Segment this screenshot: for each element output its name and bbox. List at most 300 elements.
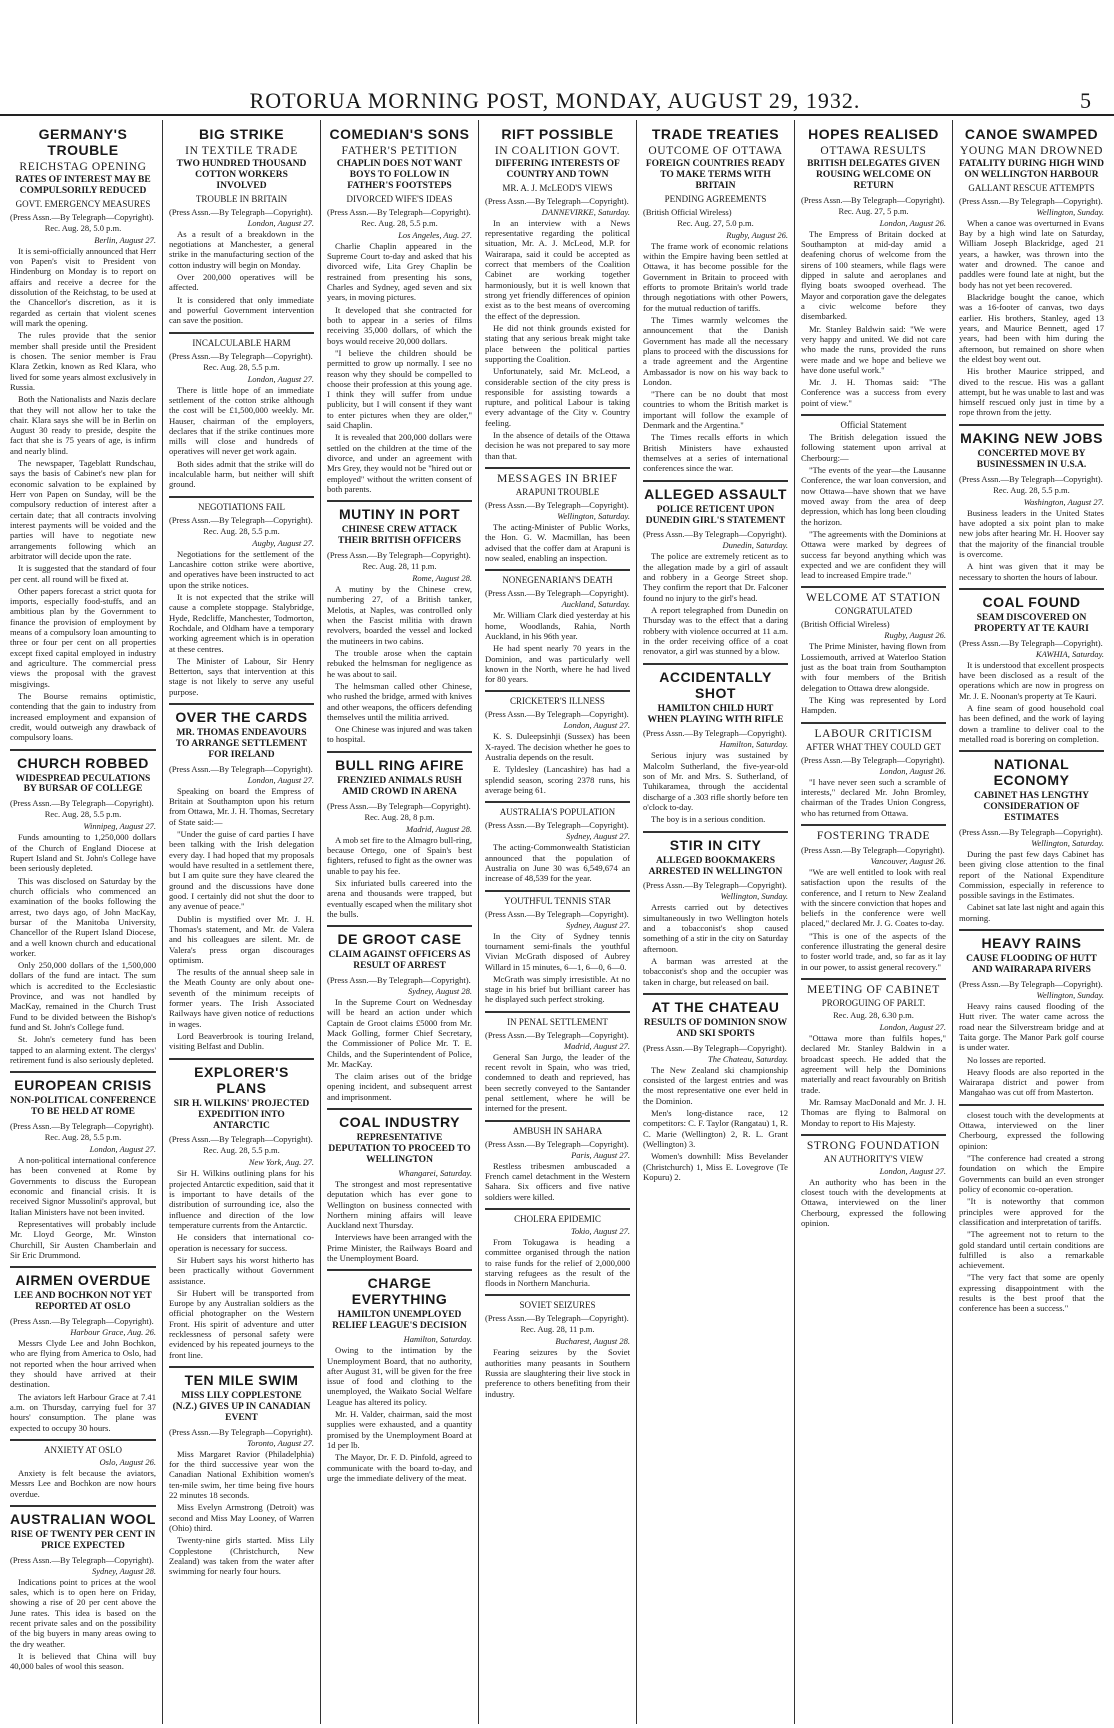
article-separator [643, 480, 788, 482]
article [485, 126, 630, 461]
paragraph: It is not expected that the strike will cause a complete stoppage. Stalybridge, Hyde, Redcliffe, Manchester, Todmorton, Rochdale, and Oldham have a temporary working agreement which is in operation at these centres. [169, 591, 314, 654]
paragraph: "I have never seen such a scramble of interests," declared Mr. John Bromley, chairman of the Trades Union Congress, who has returned from Ottawa. [801, 776, 946, 818]
dateline: Paris, August 27. [571, 1149, 630, 1160]
article-separator [485, 1011, 630, 1013]
article-separator [643, 993, 788, 995]
press-credit: (Press Assn.—By Telegraph—Copyright). [327, 800, 471, 811]
received-line: Rec. Aug. 28, 5.5 p.m. [203, 525, 280, 536]
dateline: Auckland, Saturday. [561, 599, 630, 610]
article [801, 592, 946, 715]
paragraph: Mr. Ramsay MacDonald and Mr. J. H. Thomas are flying to Balmoral on Monday to report to His Majesty. [801, 1096, 946, 1128]
column-7 [952, 120, 1110, 1724]
headline: COAL INDUSTRY [339, 1114, 460, 1131]
paragraph: The acting-Minister of Public Works, the Hon. G. W. Macmillan, has been advised that the coffer dam at Arapuni is now sealed, enabling an inspection. [485, 522, 630, 563]
article [643, 837, 788, 987]
deck: FRENZIED ANIMALS RUSH AMID CROWD IN ARENA [337, 775, 462, 797]
headline: MUTINY IN PORT [338, 506, 461, 523]
article [643, 486, 788, 657]
deck: NON-POLITICAL CONFERENCE TO BE HELD AT ROME [10, 1096, 156, 1118]
headline: CHURCH ROBBED [17, 754, 149, 771]
article [959, 126, 1104, 418]
received-line: Rec. Aug. 28, 5.0 p.m. [44, 222, 122, 233]
paragraph: The helmsman called other Chinese, who rushed the bridge, armed with knives and other weapons, the officers defending themselves until the militia arrived. [327, 680, 472, 722]
deck: WIDESPREAD PECULATIONS BY BURSAR OF COLLEGE [15, 773, 151, 795]
headline: AUSTRALIAN WOOL [10, 1510, 156, 1527]
article [169, 1372, 314, 1577]
article [10, 1077, 156, 1260]
press-credit: (Press Assn.—By Telegraph—Copyright). [959, 195, 1103, 206]
dateline: London, August 26. [879, 217, 946, 228]
paragraph: "The agreement not to return to the gold standard until certain conditions are fulfilled is also a remarkable achievement. [959, 1229, 1104, 1271]
paragraph: The police are extremely reticent as to the allegation made by a girl of assault and robbery in a George Street shop. They confirm the report that Dr. Falconer found no injury to the girl's head. [643, 551, 788, 603]
press-credit: (Press Assn.—By Telegraph—Copyright). [10, 798, 154, 809]
paragraph: A non-political international conference has been convened at Rome by Governments to discuss the European economic and financial crisis. It is received Signor Mussolini's approval, but Italian Ministers have not been invited. [10, 1155, 156, 1217]
article-separator [959, 588, 1104, 590]
paragraph: "This is one of the aspects of the conference illustrating the general desire to foster world trade, and, so far as it lay in our power, to assist general recovery." [801, 930, 946, 972]
paragraph: The claim arises out of the bridge opening incident, and subsequent arrest and imprisonment. [327, 1071, 472, 1102]
paragraph: McGrath was simply irresistible. At no stage in his brief but brilliant career has he displayed such perfect stroking. [485, 973, 630, 1005]
article-separator [169, 332, 314, 334]
kicker: NEGOTIATIONS FAIL [197, 501, 286, 512]
paragraph: During the past few days Cabinet has been giving close attention to the final report of the National Expenditure Commission, especially in reference to possible savings in the Estimates. [959, 848, 1104, 901]
paragraph: In an interview with a News representative regarding the political situation, Mr. A. J. McLeod, M.P. for Wairarapa, said it could be accepted as correct that members of the Coalition Cabinet are working together harmoniously, but it is well known that strong yet friendly differences of opinion exist as to the best means of overcoming the effect of the depression. [485, 217, 630, 321]
dateline: London, August 27. [89, 1144, 156, 1155]
paragraph: General San Jurgo, the leader of the recent revolt in Spain, who was tried, condemned to death and reprieved, has been secretly conveyed to the Santander penal settlement, where he will be interned for the present. [485, 1051, 630, 1114]
article [485, 575, 630, 684]
deck: HAMILTON CHILD HURT WHEN PLAYING WITH RIFLE [647, 703, 784, 725]
dateline: Rome, August 28. [412, 573, 472, 584]
paragraph: In the Supreme Court on Wednesday will be heard an action under which Captain de Groot claims £5000 from Mr. Mack Golling, former Chief Secretary, the Commissioner of Police Mr. T. E. Childs, and the Superintendent of Police, Mr. MacKay. [327, 996, 472, 1069]
dateline: Los Angeles, Aug. 27. [398, 229, 472, 240]
paragraph: It is semi-officially announced that Herr von Papen's visit to President von Hindenburg on Monday is to report on affairs and receive a decree for the dissolution of the Reichstag, to be used at the Chancellor's discretion, as it is regarded as certain that violent scenes will mark the opening. [10, 245, 157, 329]
paragraph: Over 200,000 operatives will be affected. [169, 272, 314, 293]
kicker: SOVIET SEIZURES [519, 1300, 596, 1311]
kicker: INCALCULABLE HARM [192, 337, 291, 348]
paragraph: "It is noteworthy that common principles were approved for the classification and interpretation of tariffs. [959, 1196, 1104, 1227]
article [169, 709, 314, 1052]
article [643, 669, 788, 825]
dateline: London, August 27. [879, 1022, 946, 1033]
dateline: Hamilton, Saturday. [719, 739, 788, 750]
paragraph: Miss Margaret Ravior (Philadelphia) for the third successive year won the Canadian National Exhibition women's ten-mile swim, her time being five hours 22 minutes 18 seconds. [169, 1448, 314, 1501]
paragraph: "We are well entitled to look with real satisfaction upon the results of the conference, and I return to New Zealand with the sincere conviction that hopes and beliefs in the conference were well placed," declared Mr. J. G. Coates to-day. [801, 866, 946, 929]
deck: POLICE RETICENT UPON DUNEDIN GIRL'S STATEMENT [645, 504, 786, 526]
dateline: DANNEVIRKE, Saturday. [541, 206, 630, 217]
dateline: London, August 27. [247, 217, 314, 228]
paragraph: A hint was given that it may be necessary to shorten the hours of labour. [959, 561, 1104, 582]
paragraph: The King was represented by Lord Hampden. [801, 695, 946, 716]
article [485, 807, 630, 883]
newspaper-title: ROTORUA MORNING POST, MONDAY, AUGUST 29, 1932. [249, 88, 861, 113]
article-separator [801, 414, 946, 416]
paragraph: The aviators left Harbour Grace at 7.41 a.m. on Thursday, carrying fuel for 37 hours' consumption. The plane was expected to occupy 30 hours. [10, 1391, 156, 1433]
paragraph: It is considered that only immediate and powerful Government intervention can save the position. [169, 294, 314, 326]
deck: FATALITY DURING HIGH WIND ON WELLINGTON HARBOUR [959, 159, 1104, 180]
article [169, 1064, 314, 1360]
paragraph: Anxiety is felt because the aviators, Messrs Lee and Bochkon are now hours overdue. [10, 1467, 156, 1499]
paragraph: A fine seam of good household coal has been defined, and the work of laying down a tramline to deliver coal to the metalled road is borering on completion. [959, 702, 1104, 744]
article [485, 1300, 630, 1399]
kicker: YOUTHFUL TENNIS STAR [504, 895, 611, 906]
press-credit: (British Official Wireless) [643, 206, 732, 217]
headline: NATIONAL ECONOMY [993, 756, 1070, 789]
subheadline: OUTCOME OF OTTAWA [648, 145, 783, 157]
paragraph: In the City of Sydney tennis tournament semi-finals the youthful Vivian McGrath disposed of Aubrey Willard in 15 minutes, 6—1, 6—0, 6—0. [485, 930, 630, 972]
article [327, 126, 472, 494]
received-line: Rec. Aug. 27, 5 p.m. [838, 205, 909, 216]
subheadline: IN COALITION GOVT. [494, 145, 621, 157]
dateline: New York, Aug. 27. [248, 1157, 314, 1168]
press-credit: (Press Assn.—By Telegraph—Copyright). [169, 1134, 313, 1145]
headline: MAKING NEW JOBS [960, 429, 1103, 446]
article [959, 430, 1104, 582]
paragraph: Other papers forecast a strict quota for imports, especially food-stuffs, and an ambitious plan by the Government to finance the provision of employment by means of a compulsory loan amounting to three or four per cent on all properties except fixed capital employed in industry and agriculture. The commercial press views the proposal with the gravest misgivings. [10, 585, 156, 689]
deck: ALLEGED BOOKMAKERS ARRESTED IN WELLINGTON [648, 855, 783, 877]
paragraph: Business leaders in the United States have adopted a six point plan to make new jobs after hearing Mr. H. Hoover say that the majority of the financial trouble is overcome. [959, 507, 1104, 559]
press-credit: (Press Assn.—By Telegraph—Copyright). [959, 826, 1103, 837]
dateline: Wellington, Saturday. [557, 511, 630, 522]
article-separator [169, 1058, 314, 1060]
kicker: ANXIETY AT OSLO [44, 1444, 122, 1455]
dateline: Madrid, August 28. [406, 823, 472, 834]
paragraph: The acting-Commonwealth Statistician announced that the population of Australia on June 30 was 6,549,674 an increase of 48,539 for the year. [485, 842, 630, 884]
press-credit: (Press Assn.—By Telegraph—Copyright). [485, 1029, 629, 1040]
column-6 [794, 120, 952, 1724]
subheadline: IN TEXTILE TRADE [185, 145, 298, 157]
article-separator [10, 749, 156, 751]
article [327, 931, 472, 1102]
paragraph: The newspaper, Tageblatt Rundschau, says the basis of Cabinet's new plan for economic salvation to be explained by Herr von Papen on Sunday, will be the compulsory reduction of interest after a certain date; that all contracts involving interest payments will be voided and the parties will have to negotiate new arrangements following which an arbitrator will decide upon the rate. [10, 458, 156, 561]
paragraph: Mr. H. Valder, chairman, said the most supplies were exhausted, and a quantity promised by the Unemployment Board at 1d per lb. [327, 1409, 472, 1451]
article [801, 728, 946, 818]
headline: HEAVY RAINS [981, 935, 1082, 952]
dateline: Wellington, Saturday. [1031, 837, 1104, 848]
article [169, 502, 314, 697]
article [959, 756, 1104, 923]
press-credit: (Press Assn.—By Telegraph—Copyright). [485, 588, 629, 599]
headline: HOPES REALISED [808, 126, 939, 142]
dateline: Wellington, Sunday. [1036, 989, 1104, 1000]
dateline: Madrid, August 27. [564, 1040, 630, 1051]
paragraph: Serious injury was sustained by Malcolm Sutherland, the five-year-old son of Mr. and Mrs. S. Sutherland, of Tuhikaramea, through the accidental discharge of a .303 rifle shortly before ten o'clock to-day. [643, 750, 788, 813]
paragraph: It developed that she contracted for both to appear in a series of films receiving 35,000 dollars, of which the boys would receive 20,000 dollars. [327, 304, 472, 346]
article [485, 696, 630, 795]
paragraph: Unfortunately, said Mr. McLeod, a considerable section of the city press is responsible for assisting towards a rupture, and political Labour is taking every advantage of the City v. Country feeling. [485, 366, 630, 428]
article-separator [485, 569, 630, 571]
deck: RATES OF INTEREST MAY BE COMPULSORILY REDUCED [15, 175, 151, 196]
subheadline: OTTAWA RESULTS [820, 145, 927, 157]
paragraph: The boy is in a serious condition. [651, 814, 766, 825]
received-line: Rec. Aug. 28, 6.30 p.m. [833, 1010, 914, 1021]
paragraph: It is revealed that 200,000 dollars were settled on the children at the time of the divorce, and under an agreement with Mrs Grey, they would not be "hired out or employed" without the written consent of both parents. [327, 432, 472, 494]
paragraph: Men's long-distance race, 12 competitors: C. F. Taylor (Rangatau) 1, R. C. Marie (Wellington) 2, R. L. Grant (Wellington) 3. [643, 1108, 788, 1150]
article [643, 999, 788, 1182]
subheadline: MEETING OF CABINET [807, 984, 940, 997]
deck: CAUSE FLOODING OF HUTT AND WAIRARAPA RIVERS [966, 954, 1097, 976]
headline: STIR IN CITY [669, 836, 762, 853]
paragraph: Heavy rains caused flooding of the Hutt river. The water came across the road near the Silverstream bridge and at Taita gorge. The Manor Park golf course is under water. [959, 1000, 1104, 1053]
paragraph: Sir H. Wilkins outlining plans for his projected Antarctic expedition, said that it is important to have details of the distribution of surrounding ice, also the influence and direction of the low temperature currents from the Antarctic. [169, 1168, 314, 1230]
deck: MR. THOMAS ENDEAVOURS TO ARRANGE SETTLEMENT FOR IRELAND [175, 728, 308, 760]
paragraph: The Times recalls efforts in which British Ministers have exhausted themselves at a series of international conferences since the war. [643, 432, 788, 474]
received-line: Rec. Aug. 28, 5.5 p.m. [203, 1145, 280, 1156]
paragraph: "The conference had created a strong foundation on which the Empire Governments can build an even stronger policy of economic co-operation. [959, 1153, 1104, 1194]
kicker: CONGRATULATED [834, 606, 913, 617]
paragraph: A mob set fire to the Almagro bull-ring, because Ortego, one of Spain's best fighters, refused to fight as the owner was unable to pay his fee. [327, 834, 472, 876]
dateline: Augby, August 27. [252, 537, 314, 548]
paragraph: The trouble arose when the captain rebuked the helmsman for negligence as he was about to sail. [327, 647, 472, 679]
article [327, 1114, 472, 1263]
paragraph: Sir Hubert will be transported from Europe by any Australian soldiers as the official photographer on the Western Front. His spirit of adventure and utter recklessness of personal safety were evidenced by his repeated journeys to the front line. [169, 1287, 314, 1360]
deck: SIR H. WILKINS' PROJECTED EXPEDITION INTO ANTARCTIC [173, 1098, 310, 1131]
dateline: Vancouver, August 26. [870, 855, 946, 866]
press-credit: (British Official Wireless) [801, 619, 890, 630]
dateline: Hamilton, Saturday. [403, 1334, 472, 1345]
column-2 [162, 120, 320, 1724]
deck: FOREIGN COUNTRIES READY TO MAKE TERMS WITH BRITAIN [645, 159, 786, 191]
paragraph: His brother Maurice stripped, and dived to the rescue. His was a gallant attempt, but he was unable to last and was himself rescued only just in time by a rope thrown from the jetty. [959, 366, 1104, 418]
deck: TWO HUNDRED THOUSAND COTTON WORKERS INVOLVED [176, 159, 307, 191]
paragraph: Mr. J. H. Thomas said: "The Conference was a success from every point of view." [801, 377, 946, 408]
article [643, 126, 788, 474]
received-line: Rec. Aug. 28, 5.5 p.m. [993, 484, 1070, 495]
dateline: Rugby, August 26. [884, 630, 946, 641]
paragraph: Six infuriated bulls careered into the arena and thousands were trapped, but eventually escaped when the military shot the bulls. [327, 877, 472, 919]
paragraph: The Mayor, Dr. F. D. Pinfold, agreed to communicate with the board to-day, and urge the immediate delivery of the meat. [327, 1452, 472, 1483]
article-separator [801, 978, 946, 980]
paragraph: It is believed that China will buy 40,000 bales of wool this season. [10, 1650, 156, 1672]
press-credit: (Press Assn.—By Telegraph—Copyright). [959, 473, 1103, 484]
article-separator [485, 690, 630, 692]
paragraph: "There can be no doubt that most countries to whom the British market is important will follow the example of Denmark and the Argentina." [643, 389, 788, 431]
article-separator [801, 824, 946, 826]
press-credit: (Press Assn.—By Telegraph—Copyright). [485, 195, 629, 206]
paragraph: closest touch with the developments at Ottawa, interviewed on the liner Cherbourg, expressed the following opinion: [959, 1109, 1104, 1151]
subheadline: LABOUR CRITICISM [814, 727, 933, 740]
paragraph: Restless tribesmen ambuscaded a French camel detachment in the Western Sahara. Six officers and five native soldiers were killed. [485, 1160, 630, 1202]
subheadline: WELCOME AT STATION [806, 592, 941, 605]
article [801, 830, 946, 972]
dateline: Sydney, August 28. [91, 1565, 156, 1576]
article [169, 126, 314, 326]
article-separator [959, 424, 1104, 426]
paragraph: Arrests carried out by detectives simultaneously in two Wellington hotels and a tobacconist's shop caused something of a stir in the city on Saturday afternoon. [643, 902, 788, 954]
dateline: Rugby, August 26. [726, 229, 788, 240]
dateline: Berlin, August 27. [94, 234, 156, 245]
article-separator [485, 801, 630, 803]
dateline: Whangarei, Saturday. [398, 1167, 472, 1178]
deck: CABINET HAS LENGTHY CONSIDERATION OF ESTIMATES [974, 791, 1089, 823]
article [485, 1214, 630, 1289]
column-3 [320, 120, 478, 1724]
press-credit: (Press Assn.—By Telegraph—Copyright). [485, 709, 629, 720]
masthead [0, 0, 1114, 120]
paragraph: An authority who has been in the closest touch with the developments at Ottawa, interviewed on the liner Cherbourg, expressed the following opinion. [801, 1176, 946, 1229]
dateline: Harbour Grace, Aug. 26. [70, 1327, 156, 1338]
headline: CHARGE EVERYTHING [351, 1275, 448, 1308]
paragraph: Women's downhill: Miss Bevelander (Christchurch) 1, Miss E. Lovegrove (Te Kopuru) 2. [643, 1151, 788, 1182]
dateline: London, August 27. [247, 774, 314, 785]
paragraph: Mr. William Clark died yesterday at his home, Woodlands, Rahia, North Auckland, in his 96th year. [485, 610, 630, 641]
paragraph: Mr. Stanley Baldwin said: "We were very happy and united. We did not care who made the runs, provided the runs were made and we hope and believe we have done useful work." [801, 323, 946, 375]
paragraph: As a result of a breakdown in the negotiations at Manchester, a general strike in the manufacturing section of the cotton industry will begin on Monday. [169, 228, 314, 270]
column-5 [636, 120, 794, 1724]
paragraph: The New Zealand ski championship consisted of the largest entries and was the most representative one ever held in the Dominion. [643, 1064, 788, 1106]
column-4 [478, 120, 636, 1724]
article-separator [169, 496, 314, 498]
paragraph: Charlie Chaplin appeared in the Supreme Court to-day and asked that his divorced wife, Lita Grey Chaplin be restrained from presenting his sons, Charles and Sydney, aged seven and six years, in moving pictures. [327, 240, 472, 303]
headline: ALLEGED ASSAULT [644, 485, 787, 502]
dateline: Washington, August 27. [1023, 496, 1104, 507]
article [327, 757, 472, 919]
paragraph: Interviews have been arranged with the Prime Minister, the Railways Board and the Unemployment Board. [327, 1232, 472, 1264]
press-credit: (Press Assn.—By Telegraph—Copyright). [169, 206, 313, 217]
kicker: AMBUSH IN SAHARA [512, 1125, 603, 1136]
dateline: London, August 27. [247, 373, 314, 384]
received-line: Rec. Aug. 28, 11 p.m. [520, 1324, 595, 1335]
paragraph: Lord Beaverbrook is touring Ireland, visiting Belfast and Dublin. [169, 1031, 314, 1052]
kicker: AN AUTHORITY'S VIEW [823, 1153, 924, 1164]
press-credit: (Press Assn.—By Telegraph—Copyright). [959, 978, 1103, 989]
paragraph: E. Tyldesley (Lancashire) has had a splendid season, scoring 2378 runs, his average being 61. [485, 764, 630, 796]
dateline: London, August 26. [879, 765, 946, 776]
press-credit: (Press Assn.—By Telegraph—Copyright). [643, 529, 787, 540]
press-credit: (Press Assn.—By Telegraph—Copyright). [643, 728, 787, 739]
paragraph: Speaking on board the Empress of Britain at Southampton upon his return from Ottawa, Mr. J. H. Thomas, Secretary of State said:— [169, 785, 314, 827]
paragraph: Fearing seizures by the Soviet authorities many peasants in Southern Russia are slaughtering their live stock in preference to others benefiting from their industry. [485, 1347, 630, 1399]
received-line: Rec. Aug. 28, 11 p.m. [362, 561, 437, 572]
headline: COMEDIAN'S SONS [329, 126, 470, 142]
paragraph: From Tokugawa is heading a committee organised through the nation to raise funds for the relief of 2,000,000 starving refugees as the result of the floods in Northern Manchuria. [485, 1236, 630, 1289]
paragraph: "The very fact that some are openly expressing disappointment with the results is the best proof that the conference has been a success." [959, 1272, 1104, 1314]
article [485, 473, 630, 563]
article [10, 126, 156, 743]
article [801, 126, 946, 408]
article [485, 1017, 630, 1114]
press-credit: (Press Assn.—By Telegraph—Copyright). [10, 1316, 154, 1327]
kicker: PROROGUING OF PARLT. [821, 998, 926, 1009]
article-separator [327, 751, 472, 753]
paragraph: "The agreements with the Dominions at Ottawa were marked by degrees of success far beyond anything which was expected and we are confident they will lead to increased Empire trade." [801, 528, 946, 581]
paragraph: It is understood that excellent prospects have been disclosed as a result of the operations which are now in progress on Mr. J. E. Noonan's property at Te Kauri. [959, 659, 1104, 701]
paragraph: He considers that international co-operation is necessary for success. [169, 1232, 314, 1253]
received-line: Rec. Aug. 28, 5.5 p.m. [361, 217, 438, 228]
headline: COAL FOUND [982, 593, 1081, 610]
article-separator [327, 925, 472, 927]
paragraph: A barman was arrested at the tobacconist's shop and the occupier was taken in charge, but released on bail. [643, 956, 788, 987]
paragraph: Messrs Clyde Lee and John Bochkon, who are flying from America to Oslo, had not reported when the hour arrived when they should have arrived at their destination. [10, 1338, 156, 1390]
article [801, 1140, 946, 1229]
paragraph: Both sides admit that the strike will do incalculable harm, but neither will shift ground. [169, 458, 314, 490]
article [10, 1445, 156, 1499]
article [10, 1511, 156, 1672]
paragraph: It is suggested that the standard of four per cent. all round will be fixed at. [10, 563, 156, 584]
press-credit: (Press Assn.—By Telegraph—Copyright). [10, 1121, 154, 1132]
article-separator [959, 929, 1104, 931]
received-line: Rec. Aug. 27, 5.0 p.m. [677, 217, 754, 228]
article-separator [10, 1266, 156, 1268]
received-line: Rec. Aug. 28, 8 p.m. [364, 811, 435, 822]
paragraph: He had spent nearly 70 years in the Dominion, and was particularly well known in the North, where he had lived for 80 years. [485, 643, 630, 685]
paragraph: K. S. Duleepsinhji (Sussex) has been X-rayed. The decision whether he goes to Australia depends on the result. [485, 731, 630, 763]
article [485, 896, 630, 1005]
deck: DIFFERING INTERESTS OF COUNTRY AND TOWN [495, 159, 620, 180]
article [10, 755, 156, 1066]
headline: DE GROOT CASE [337, 931, 462, 948]
dateline: Winnipeg, August 27. [83, 821, 156, 832]
subheadline: MESSAGES IN BRIEF [497, 473, 618, 486]
subheadline: STRONG FOUNDATION [806, 1139, 941, 1152]
deck: RESULTS OF DOMINION SNOW AND SKI SPORTS [643, 1017, 788, 1039]
subheadline: YOUNG MAN DROWNED [959, 145, 1104, 157]
press-credit: (Press Assn.—By Telegraph—Copyright). [327, 974, 471, 985]
kicker: AUSTRALIA'S POPULATION [499, 807, 616, 818]
article-separator [485, 890, 630, 892]
paragraph: Representatives will probably include Mr. Lloyd George, Mr. Winston Churchill, Sir Austen Chamberlain and Sir Eric Drummond. [10, 1218, 156, 1260]
paragraph: One Chinese was injured and was taken to hospital. [327, 724, 472, 745]
received-line: Rec. Aug. 28, 5.5 p.m. [44, 809, 122, 820]
dateline: Bucharest, August 28. [555, 1336, 630, 1347]
article-separator [10, 1505, 156, 1507]
subheadline: REICHSTAG OPENING [19, 161, 147, 173]
deck: MISS LILY COPPLESTONE (N.Z.) GIVES UP IN CANADIAN EVENT [172, 1391, 311, 1423]
paragraph: "Under the guise of card parties I have been talking with the Irish delegation every day. I had hoped that my proposals would have resulted in a settlement there, but I am quite sure they have cleared the ground and the discussions have done good. I certainly did not shut the door to any avenue of peace." [169, 829, 314, 912]
press-credit: (Press Assn.—By Telegraph—Copyright). [801, 844, 945, 855]
paragraph: When a canoe was overturned in Evans Bay by a high wind late on Saturday, William Joseph Blackridge, aged 21 years, a hawker, was thrown into the water and drowned. The canoe and paddles were found late at night, but the body has not yet been recovered. [959, 217, 1104, 290]
paragraph: Only 250,000 dollars of the 1,500,000 dollars of the fund are intact. The sum which is accredited to the Ecclesiastic Province, and was not handled by MacKay, remained in the Church Trust Fund to be divided between the Bishop's fund and St. John's College fund. [10, 960, 156, 1032]
article-separator [801, 722, 946, 724]
paragraph: The Minister of Labour, Sir Henry Betterton, says that intervention at this stage is not likely to serve any useful purpose. [169, 655, 314, 697]
masthead-rule [0, 114, 1114, 116]
paragraph: The rules provide that the senior member shall preside until the President is chosen. The senior member is Frau Klara Zetkin, known as Red Klara, who lived for some years almost exclusively in Russia. [10, 330, 156, 392]
press-credit: (Press Assn.—By Telegraph—Copyright). [169, 350, 313, 361]
article-separator [801, 1134, 946, 1136]
dateline: Sydney, August 27. [565, 919, 630, 930]
article [327, 506, 472, 745]
kicker: CHOLERA EPIDEMIC [514, 1213, 601, 1224]
paragraph: The Times warmly welcomes the announcement that the Danish Government has made all the necessary plans to proceed with the discussions for a trade agreement and the Argentine Ambassador is now on his way back to London. [643, 314, 788, 387]
article-separator [169, 703, 314, 705]
article-separator [485, 467, 630, 469]
columns [4, 120, 1110, 1724]
kicker: MR. A. J. McLEOD'S VIEWS [502, 182, 613, 193]
headline: BULL RING AFIRE [335, 756, 464, 773]
received-line: Rec. Aug. 28, 5.5 p.m. [44, 1132, 122, 1143]
received-line: Rec. Aug. 28, 5.5 p.m. [203, 361, 280, 372]
paragraph: This was disclosed on Saturday by the church officials who commenced an examination of the books following the arrest, two days ago, of John MacKay, bursar of the Manitoba University, Chancellor of the Rupert Island Diocese, and a well known church and educational worker. [10, 875, 156, 958]
deck: HAMILTON UNEMPLOYED RELIEF LEAGUE'S DECISION [332, 1310, 467, 1332]
dateline: Sydney, August 27. [565, 831, 630, 842]
deck: LEE AND BOCHKON NOT YET REPORTED AT OSLO [14, 1291, 152, 1313]
deck: CLAIM AGAINST OFFICERS AS RESULT OF ARREST [328, 950, 471, 972]
article [801, 420, 946, 580]
kicker: PENDING AGREEMENTS [664, 193, 767, 204]
article [485, 1126, 630, 1202]
paragraph: A mutiny by the Chinese crew, numbering 27, of a British tanker, Melotis, at Naples, was controlled only when the Fascist militia with drawn revolvers, boarded the vessel and locked the mutineers in two cabins. [327, 584, 472, 646]
article-separator [485, 1208, 630, 1210]
headline: EXPLORER'S PLANS [194, 1063, 289, 1096]
paragraph: In the absence of details of the Ottawa decision he was not prepared to say more than that. [485, 430, 630, 461]
kicker: GOVT. EMERGENCY MEASURES [15, 198, 151, 209]
deck: CONCERTED MOVE BY BUSINESSMEN IN U.S.A. [976, 448, 1087, 470]
kicker: CRICKETER'S ILLNESS [510, 696, 605, 707]
paragraph: The Empress of Britain docked at Southampton at mid-day amid a deafening chorus of welcome from the sirens of 100 steamers, while flags were dipped in salute and aeroplanes and flying boats swooped overhead. The Mayor and corporation gave the delegates a civic welcome before they disembarked. [801, 228, 946, 322]
headline: TEN MILE SWIM [184, 1372, 299, 1389]
paragraph: Miss Evelyn Armstrong (Detroit) was second and Miss May Looney, of Warren (Ohio) third. [169, 1502, 314, 1533]
press-credit: (Press Assn.—By Telegraph—Copyright). [10, 211, 154, 222]
kicker: IN PENAL SETTLEMENT [507, 1016, 608, 1027]
dateline: London, August 27. [879, 1165, 946, 1176]
